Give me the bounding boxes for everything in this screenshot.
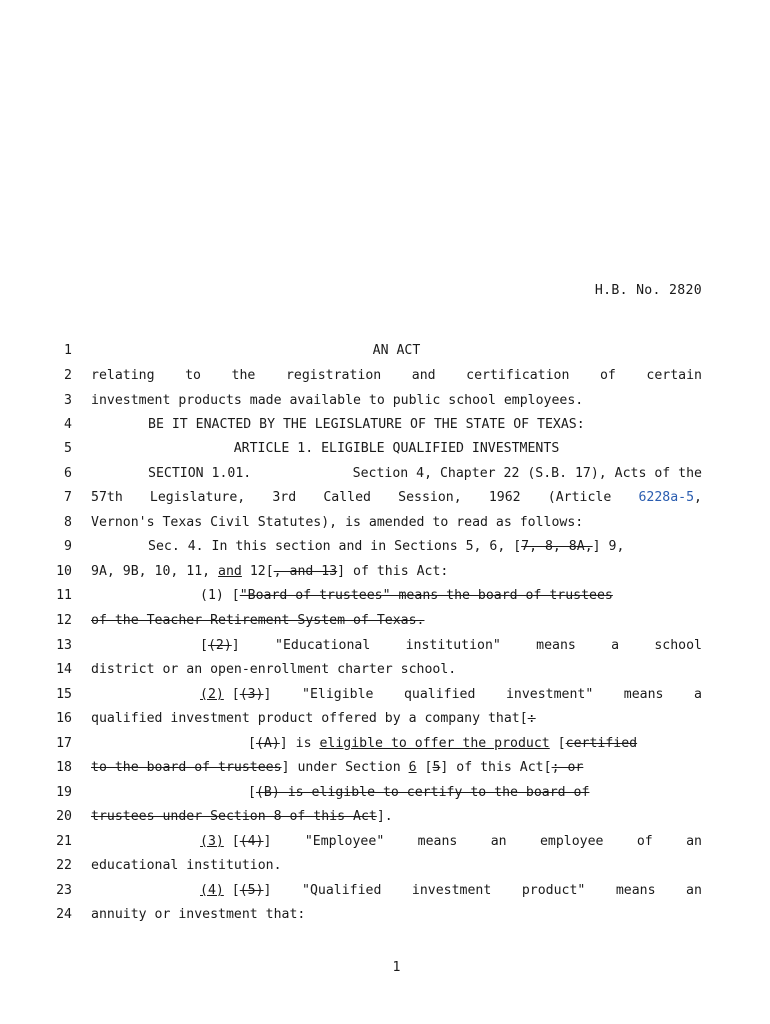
bill-line [0, 760, 770, 780]
text: Section 4, Chapter 22 (S.B. 17), Acts of the [352, 466, 702, 481]
act-heading: AN ACT [372, 343, 421, 358]
bill-line [0, 662, 770, 682]
word: registration [285, 368, 382, 383]
line-number: 4 [64, 417, 72, 432]
section-line: Sec. 4. In this section and in Sections 5, 6, [7, 8, 8A,] 9, [148, 539, 625, 554]
bill-line [0, 711, 770, 731]
word: "Educational [275, 638, 371, 653]
word: (Article [547, 490, 612, 505]
word: employee [539, 834, 604, 849]
word: school [654, 638, 702, 653]
definition-line: educational institution. [91, 858, 282, 873]
deleted-text: 7, 8, 8A, [521, 539, 593, 554]
bill-line [0, 393, 770, 413]
bill-line [0, 638, 770, 658]
word: means [623, 687, 664, 702]
word: relating [91, 368, 155, 383]
line-number: 9 [64, 539, 72, 554]
deleted-text: (4) [239, 834, 264, 849]
bill-line [0, 368, 770, 388]
definition-line [200, 638, 702, 653]
word: "Employee" [304, 834, 385, 849]
inserted-text: and [218, 564, 242, 579]
definition-line [200, 883, 702, 898]
bracketed-deletion: [(2)] [200, 638, 240, 653]
section-line [91, 490, 702, 505]
word: to [185, 368, 201, 383]
bill-line [0, 613, 770, 633]
bill-line [0, 515, 770, 535]
bill-line [0, 441, 770, 461]
word: product" [521, 883, 586, 898]
word: investment" [505, 687, 594, 702]
section-line [148, 466, 702, 481]
line-number: 2 [64, 368, 72, 383]
word: an [686, 883, 702, 898]
bill-line [0, 809, 770, 829]
line-number: 24 [56, 907, 72, 922]
amended-number: (4) [(5)] [200, 883, 272, 898]
caption-line [91, 368, 702, 383]
word: means [615, 883, 656, 898]
line-number: 16 [56, 711, 72, 726]
section-line [91, 613, 702, 628]
word: 3rd [272, 490, 297, 505]
line-number: 14 [56, 662, 72, 677]
line-number: 12 [56, 613, 72, 628]
definition-line: to the board of trustees] under Section 6 [5] of this Act[; or [91, 760, 584, 775]
word: investment [411, 883, 492, 898]
amended-number: (3) [(4)] [200, 834, 272, 849]
line-number: 8 [64, 515, 72, 530]
word: an [490, 834, 507, 849]
definition-line: [(B) is eligible to certify to the board of [248, 785, 590, 800]
bill-line [0, 858, 770, 878]
definition-line [200, 687, 702, 702]
section-line: 9A, 9B, 10, 11, and 12[, and 13] of this Act: [91, 564, 449, 579]
statute-link[interactable]: 6228a-5 [638, 490, 695, 505]
word: an [686, 834, 702, 849]
definition-line: district or an open-enrollment charter school. [91, 662, 457, 677]
line-number: 11 [56, 588, 72, 603]
word: Session, [398, 490, 462, 505]
word: a [611, 638, 620, 653]
line-number: 15 [56, 687, 72, 702]
deleted-text: : [527, 711, 536, 726]
bill-line [0, 687, 770, 707]
bill-line [0, 564, 770, 584]
word: of [636, 834, 653, 849]
line-number: 13 [56, 638, 72, 653]
line-number: 7 [64, 490, 72, 505]
article-heading: ARTICLE 1. ELIGIBLE QUALIFIED INVESTMENTS [233, 441, 560, 456]
bill-number: H.B. No. 2820 [594, 283, 702, 298]
word: institution" [405, 638, 501, 653]
line-number: 20 [56, 809, 72, 824]
line-number: 19 [56, 785, 72, 800]
section-line: Vernon's Texas Civil Statutes), is amended to read as follows: [91, 515, 584, 530]
deleted-text: (A) [255, 736, 280, 751]
word: 57th [91, 490, 123, 505]
deleted-text: 5 [432, 760, 441, 775]
bill-line [0, 785, 770, 805]
section-label: SECTION 1.01. [148, 466, 252, 481]
word: certain [646, 368, 702, 383]
deleted-text: to the board of trustees [91, 760, 282, 775]
deleted-text: (5) [239, 883, 264, 898]
line-number: 5 [64, 441, 72, 456]
word: the [231, 368, 256, 383]
amended-number: (2) [(3)] [200, 687, 272, 702]
definition-line: annuity or investment that: [91, 907, 306, 922]
enacting-clause: BE IT ENACTED BY THE LEGISLATURE OF THE STATE OF TEXAS: [148, 417, 585, 432]
section-line: (1) ["Board of trustees" means the board of trustees [200, 588, 613, 603]
word: Called [323, 490, 371, 505]
bill-line [0, 834, 770, 854]
definition-line: [(A)] is eligible to offer the product [certified [248, 736, 638, 751]
word: and [411, 368, 436, 383]
line-number: 1 [64, 343, 72, 358]
word: a [693, 687, 702, 702]
deleted-text: certified [565, 736, 638, 751]
line-number: 3 [64, 393, 72, 408]
word: "Eligible [302, 687, 374, 702]
inserted-text: eligible to offer the product [319, 736, 550, 751]
bill-line [0, 490, 770, 510]
bill-line [0, 466, 770, 486]
definition-line: qualified investment product offered by a company that[: [91, 711, 536, 726]
line-number: 21 [56, 834, 72, 849]
deleted-text: (3) [239, 687, 264, 702]
word: qualified [403, 687, 476, 702]
deleted-text: , and 13 [273, 564, 338, 579]
definition-line: trustees under Section 8 of this Act]. [91, 809, 393, 824]
deleted-text: "Board of trustees" means the board of trustees [239, 588, 613, 603]
bill-line [0, 343, 770, 363]
word: 1962 [488, 490, 521, 505]
line-number: 22 [56, 858, 72, 873]
bill-line [0, 539, 770, 559]
word: Legislature, [149, 490, 246, 505]
bill-line [0, 907, 770, 927]
word: means [536, 638, 576, 653]
deleted-text: (B) is eligible to certify to the board of [255, 785, 590, 800]
line-number: 23 [56, 883, 72, 898]
definition-line [200, 834, 702, 849]
inserted-text: (3) [200, 834, 224, 849]
line-number: 6 [64, 466, 72, 481]
statute-ref: 6228a-5, [638, 490, 702, 505]
word: means [417, 834, 458, 849]
caption-line: investment products made available to public school employees. [91, 393, 584, 408]
deleted-text: trustees under Section 8 of this Act [91, 809, 377, 824]
line-number: 17 [56, 736, 72, 751]
page-number: 1 [392, 960, 401, 975]
line-number: 18 [56, 760, 72, 775]
bill-line [0, 417, 770, 437]
deleted-text: ; or [551, 760, 584, 775]
inserted-text: (2) [200, 687, 224, 702]
word: certification [466, 368, 570, 383]
inserted-text: 6 [408, 760, 417, 775]
word: "Qualified [302, 883, 382, 898]
line-number: 10 [56, 564, 72, 579]
word: of [599, 368, 616, 383]
bill-line [0, 736, 770, 756]
bill-line [0, 588, 770, 608]
deleted-text: of the Teacher Retirement System of Texas. [91, 613, 425, 628]
deleted-text: (2) [207, 638, 232, 653]
inserted-text: (4) [200, 883, 224, 898]
bill-line [0, 883, 770, 903]
